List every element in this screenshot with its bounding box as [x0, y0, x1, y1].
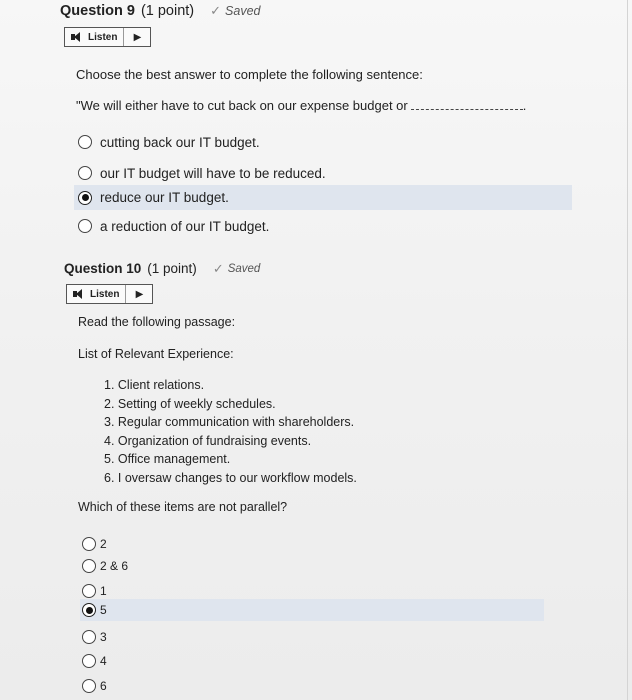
q9-listen-label-wrap[interactable]: [65, 28, 124, 46]
q9-option-4-label: a reduction of our IT budget.: [100, 218, 270, 234]
q9-prompt: Choose the best answer to complete the following sentence:: [76, 67, 423, 82]
q10-title: Question 10: [64, 261, 142, 276]
q10-saved-status: [213, 261, 261, 277]
list-item: 4. Organization of fundraising events.: [104, 433, 312, 448]
radio-unchecked-icon[interactable]: [82, 654, 96, 668]
q10-option-6[interactable]: [80, 651, 544, 671]
q9-option-1-label: cutting back our IT budget.: [100, 134, 260, 150]
q10-points: (1 point): [147, 261, 197, 276]
q10-option-2-label: 2 & 6: [100, 559, 129, 573]
q9-listen-button[interactable]: [64, 27, 151, 47]
q9-sentence: [76, 98, 526, 113]
radio-checked-icon[interactable]: [82, 603, 96, 617]
q10-listen-label-wrap[interactable]: [67, 285, 126, 303]
check-icon: ✓: [212, 261, 224, 276]
radio-unchecked-icon[interactable]: [82, 630, 96, 644]
q9-saved-status: [210, 3, 260, 19]
q9-title: Question 9: [60, 3, 135, 19]
q10-header: [64, 261, 260, 277]
sentence-blank: [411, 108, 523, 110]
q10-prompt: Read the following passage:: [78, 315, 236, 329]
list-item: 2. Setting of weekly schedules.: [104, 396, 276, 411]
q9-sentence-text: "We will either have to cut back on our expense budget or: [76, 98, 408, 113]
q9-saved-label: Saved: [225, 4, 261, 18]
q10-option-5-label: 3: [100, 630, 107, 644]
q10-option-7-label: 6: [100, 679, 107, 693]
q10-listen-button[interactable]: [66, 284, 153, 304]
list-item: 5. Office management.: [104, 452, 231, 466]
list-item: 6. I oversaw changes to our workflow models.: [104, 470, 357, 485]
q10-option-7[interactable]: [80, 676, 544, 696]
q9-option-2-label: our IT budget will have to be reduced.: [100, 165, 326, 181]
q10-option-1[interactable]: [80, 534, 544, 554]
page-edge-rule: [627, 0, 628, 700]
experience-list: [104, 376, 357, 487]
q9-points: (1 point): [140, 3, 195, 19]
list-item: 1. Client relations.: [104, 378, 205, 392]
q10-option-3-label: 1: [100, 584, 107, 598]
q9-header: [60, 3, 261, 19]
radio-unchecked-icon[interactable]: [78, 135, 92, 149]
q10-option-4[interactable]: [80, 599, 544, 621]
q10-option-6-label: 4: [100, 654, 107, 668]
q9-option-2[interactable]: [74, 161, 572, 185]
q10-option-2[interactable]: [80, 556, 544, 576]
speaker-icon: [73, 289, 87, 299]
q10-list-title: List of Relevant Experience:: [78, 347, 234, 361]
play-icon[interactable]: ▶: [135, 288, 144, 300]
radio-unchecked-icon[interactable]: [82, 559, 96, 573]
radio-unchecked-icon[interactable]: [82, 537, 96, 551]
radio-unchecked-icon[interactable]: [78, 219, 92, 233]
speaker-icon: [71, 32, 85, 42]
q9-option-1[interactable]: [74, 130, 572, 154]
q10-option-5[interactable]: [80, 627, 544, 647]
q10-saved-label: Saved: [227, 263, 261, 275]
q10-option-1-label: 2: [100, 537, 107, 551]
q9-option-4[interactable]: [74, 214, 572, 238]
play-icon[interactable]: ▶: [133, 31, 142, 43]
q10-listen-label: Listen: [90, 288, 120, 300]
q9-option-3-label: reduce our IT budget.: [100, 190, 229, 205]
radio-unchecked-icon[interactable]: [78, 166, 92, 180]
q10-option-4-label: 5: [100, 603, 107, 617]
q9-sentence-end: .: [522, 98, 527, 113]
radio-checked-icon[interactable]: [78, 191, 92, 205]
q9-listen-label: Listen: [88, 31, 118, 43]
q9-option-3[interactable]: [74, 185, 572, 210]
radio-unchecked-icon[interactable]: [82, 584, 96, 598]
radio-unchecked-icon[interactable]: [82, 679, 96, 693]
list-item: 3. Regular communication with shareholders.: [104, 415, 355, 429]
check-icon: ✓: [210, 3, 222, 18]
q10-question: Which of these items are not parallel?: [78, 500, 288, 514]
q10-option-3[interactable]: [80, 581, 544, 601]
